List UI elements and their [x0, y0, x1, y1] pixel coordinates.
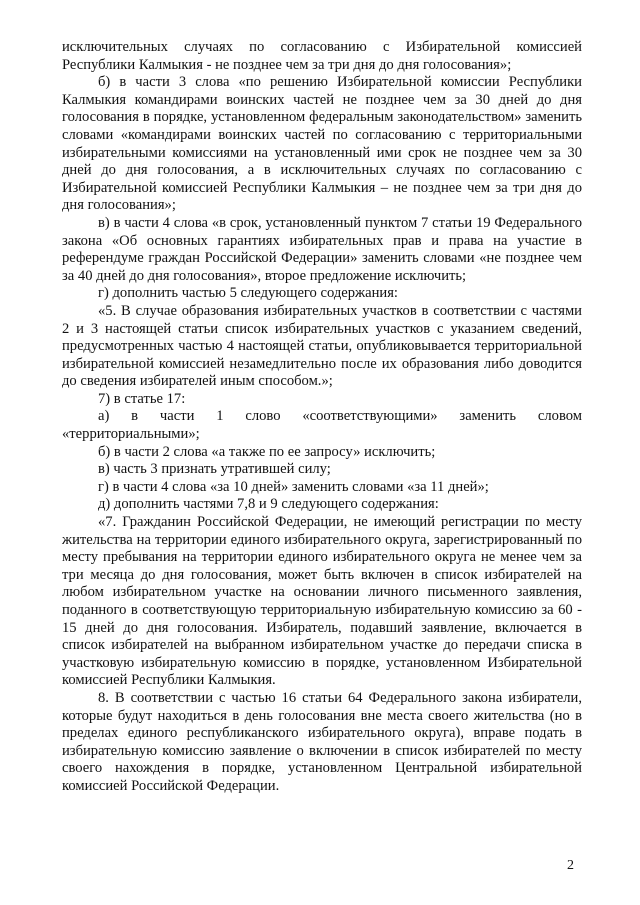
page-number: 2 — [567, 858, 574, 873]
paragraph-g-add-part-5: г) дополнить частью 5 следующего содержания: — [98, 285, 398, 302]
paragraph-v-part-4: в) в части 4 слова «в срок, установленный пунктом 7 статьи 19 Федерального закона «Об основных гарантиях избирательных прав и права на участие в референдуме граждан Российской Федерации» заменить словами «не позднее чем за 40 дней до дня голосования», второе предложение исключить; — [62, 214, 582, 284]
paragraph-point-8: 8. В соответствии с частью 16 статьи 64 Федерального закона избиратели, которые будут находиться в день голосования вне места своего жительства (но в пределах единого республиканского избирательного округа), вправе подать в избирательную комиссию заявление о включении в список избирателей по месту своего нахождения в порядке, установленном Центральной избирательной комиссией Российской Федерации. — [62, 689, 582, 794]
paragraph-article-17: 7) в статье 17: — [98, 390, 186, 407]
paragraph-b-part-2: б) в части 2 слова «а также по ее запросу» исключить; — [98, 443, 436, 460]
document-body — [62, 39, 582, 796]
paragraph-b-part-3: б) в части 3 слова «по решению Избирательной комиссии Республики Калмыкия командирами воинских частей не позднее чем за 30 дней до дня голосования в порядке, установленном федеральным законодательством» заменить словами «командирами воинских частей по согласованию с территориальными избирательными комиссиями на установленный ими срок не позднее чем за 30 дней до дня голосования, а в исключительных случаях по согласованию с Избирательной комиссией Республики Калмыкия – не позднее чем за три дня до дня голосования»; — [62, 74, 582, 214]
paragraph-part-7-text: «7. Гражданин Российской Федерации, не имеющий регистрации по месту жительства на территории единого избирательного округа, зарегистрированный по месту пребывания на территории единого избирательного округа не менее чем за три месяца до дня голосования, может быть включен в список избирателей на любом избирательном участке на основании личного письменного заявления, поданного в соответствующую территориальную избирательную комиссию за 60 - 15 дней до дня голосования. Избиратель, подавший заявление, включается в список избирателей на выбранном избирательном участке до передачи списка в участковую избирательную комиссию в порядке, установленном Избирательной комиссией Республики Калмыкия. — [62, 514, 582, 689]
paragraph-a-part-1: а) в части 1 слово «соответствующими» заменить словом «территориальными»; — [62, 408, 582, 443]
paragraph-continuation: исключительных случаях по согласованию с Избирательной комиссией Республики Калмыкия - не позднее чем за три дня до дня голосования»; — [62, 39, 582, 73]
paragraph-g-part-4: г) в части 4 слова «за 10 дней» заменить словами «за 11 дней»; — [98, 478, 489, 495]
paragraph-d-add-parts: д) дополнить частями 7,8 и 9 следующего содержания: — [98, 496, 439, 513]
paragraph-v-part-3: в) часть 3 признать утратившей силу; — [98, 461, 331, 478]
paragraph-part-5-text: «5. В случае образования избирательных участков в соответствии с частями 2 и 3 настоящей статьи список избирательных участков с указанием сведений, предусмотренных частью 4 настоящей статьи, опубликовывается территориальной избирательной комиссией незамедлительно после их образования либо доводится до сведения избирателей иным способом.»; — [62, 302, 582, 390]
